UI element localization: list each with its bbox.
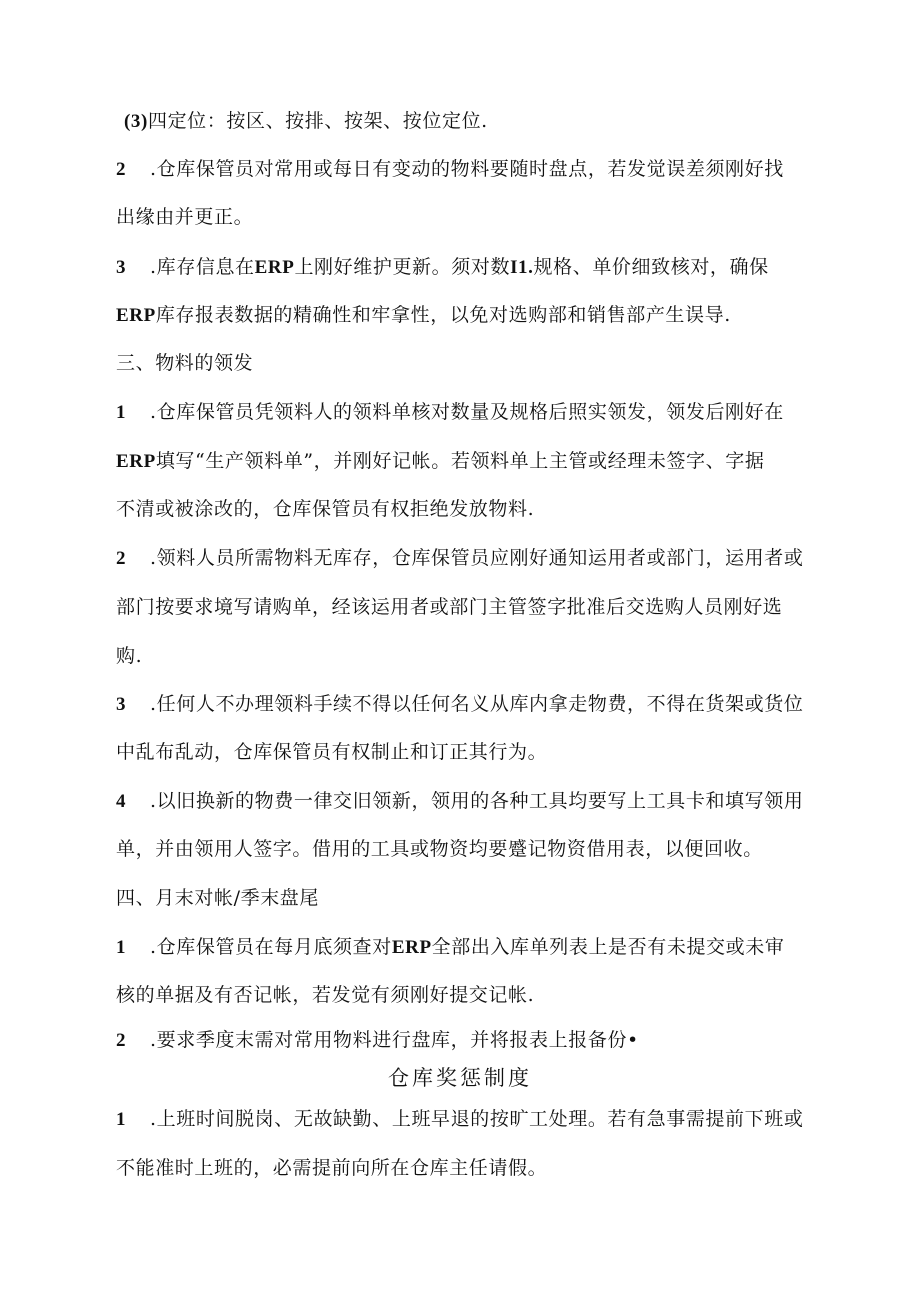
item-number: 1 (116, 937, 127, 958)
item-number: 3 (116, 257, 127, 278)
section-heading (116, 887, 319, 909)
line-text: 填写“生产领料单”，并刚好记帐。若领料单上主管或经理未签字、字据 (155, 450, 765, 472)
line-text: 不清或被涂改的，仓库保管员有权拒绝发放物料. (116, 498, 535, 520)
bold-term: ERP (391, 937, 432, 958)
line-text: .仓库保管员在每月底须查对 (150, 936, 392, 958)
item-number: 2 (116, 1030, 127, 1051)
text-line (116, 984, 534, 1006)
text-line (116, 838, 763, 860)
text-line (124, 110, 488, 133)
item-number: 1 (116, 1109, 127, 1130)
bold-term: ERP (116, 451, 156, 472)
line-text: 上刚好维护更新。须对数 (294, 256, 511, 278)
text-line (116, 1157, 547, 1179)
text-line (116, 498, 534, 520)
bold-term: ERP (116, 305, 156, 326)
text-line (116, 1029, 639, 1052)
text-line (116, 256, 769, 279)
item-number: 2 (116, 159, 127, 180)
line-text: 不能准时上班的，必需提前向所在仓库主任请假。 (116, 1157, 548, 1179)
line-text: 库存报表数据的精确性和牢拿性，以免对选购部和销售部产生误导. (155, 304, 731, 326)
text-line (116, 547, 803, 570)
line-text: 部门按要求境写请购单，经该运用者或部门主管签字批准后交选购人员刚好选 (116, 596, 783, 618)
text-line (116, 645, 142, 667)
line-text: 核的单据及有否记帐，若发觉有须刚好提交记帐. (116, 984, 535, 1006)
text-line (116, 693, 803, 716)
line-text: 购. (116, 645, 143, 667)
text-line (116, 206, 253, 228)
text-line (116, 450, 764, 473)
line-text: 中乱布乱动，仓库保管员有权制止和订正其行为。 (116, 741, 548, 763)
line-text: .仓库保管员对常用或每日有变动的物料要随时盘点，若发觉误差须刚好找 (150, 158, 784, 180)
item-number: (3) (124, 111, 148, 132)
item-number: 2 (116, 548, 127, 569)
line-text: 出缘由并更正。 (116, 206, 254, 228)
line-text: 四、月末对帐/季末盘尾 (116, 887, 320, 909)
line-text: 规格、单价细致核对，确保 (533, 256, 769, 278)
bold-term: ERP (254, 257, 295, 278)
line-text: .以旧换新的物费一律交旧领新，领用的各种工具均要写上工具卡和填写领用 (150, 790, 804, 812)
line-text: .上班时间脱岗、无故缺勤、上班早退的按旷工处理。若有急事需提前下班或 (150, 1108, 804, 1130)
text-line (116, 401, 784, 424)
text-line (116, 936, 784, 959)
line-text: 全部出入库单列表上是否有未提交或未审 (431, 936, 785, 958)
text-line (116, 596, 782, 618)
text-line (116, 741, 547, 763)
line-text: .任何人不办理领料手续不得以任何名义从库内拿走物费，不得在货架或货位 (150, 693, 804, 715)
text-line (116, 790, 803, 813)
item-number: 4 (116, 791, 127, 812)
line-text: .库存信息在 (150, 256, 255, 278)
document-title: 仓库奖惩制度 (388, 1066, 532, 1090)
line-text: .要求季度末需对常用物料进行盘库，并将报表上报备份• (150, 1029, 639, 1051)
text-line (116, 304, 731, 327)
line-text: 四定位：按区、按排、按架、按位定位. (147, 110, 488, 132)
item-number: 3 (116, 694, 127, 715)
bold-term: I1. (510, 257, 534, 278)
item-number: 1 (116, 402, 127, 423)
line-text: 三、物料的领发 (116, 352, 254, 374)
text-line (116, 158, 784, 181)
line-text: .仓库保管员凭领料人的领料单核对数量及规格后照实领发，领发后刚好在 (150, 401, 784, 423)
section-heading (116, 352, 253, 374)
text-line (116, 1108, 803, 1131)
line-text: 单，并由领用人签字。借用的工具或物资均要蹙记物资借用表，以便回收。 (116, 838, 763, 860)
line-text: .领料人员所需物料无库存，仓库保管员应刚好通知运用者或部门，运用者或 (150, 547, 804, 569)
